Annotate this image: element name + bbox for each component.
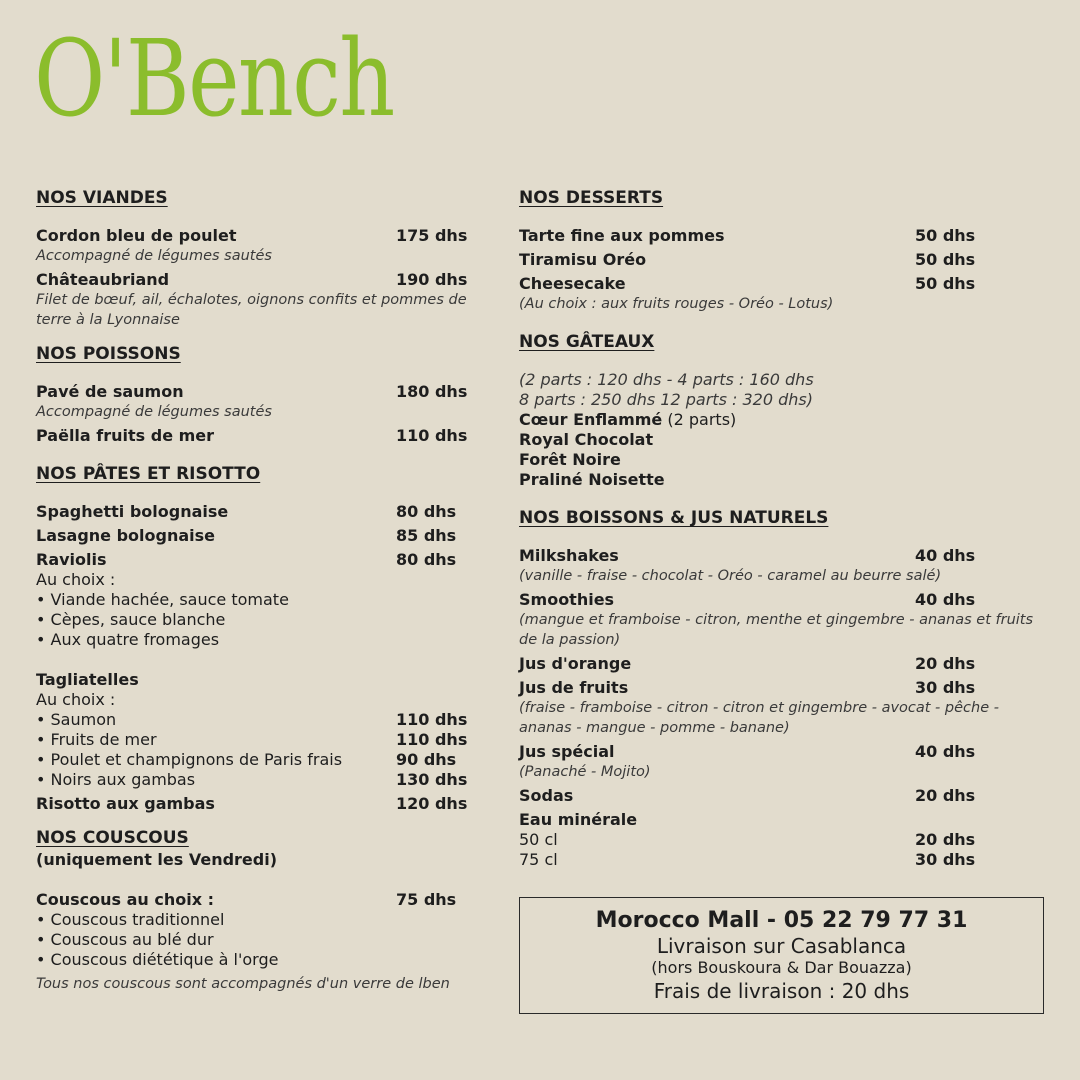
- right-column: [519, 186, 1044, 870]
- menu-item: Lasagne bolognaise 85 dhs: [36, 526, 457, 545]
- option-item: • Couscous diététique à l'orge: [36, 950, 279, 969]
- menu-item: Raviolis 80 dhs: [36, 550, 457, 569]
- item-name: Eau minérale: [519, 810, 638, 829]
- delivery-exclusions: (hors Bouskoura & Dar Bouazza): [651, 958, 912, 977]
- gateaux-prices: (2 parts : 120 dhs - 4 parts : 160 dhs: [519, 370, 814, 389]
- option-item: 75 cl 30 dhs: [519, 850, 976, 869]
- gateaux-prices: 8 parts : 250 dhs 12 parts : 320 dhs): [519, 390, 813, 409]
- menu-item: Smoothies 40 dhs: [519, 590, 976, 609]
- gateau-item: Praliné Noisette: [519, 470, 665, 489]
- item-description: (Panaché - Mojito): [519, 764, 651, 780]
- choice-label: Au choix :: [36, 570, 116, 589]
- menu-item: Cordon bleu de poulet 175 dhs: [36, 226, 468, 245]
- menu-item: Jus de fruits 30 dhs: [519, 678, 976, 697]
- menu-item: Tiramisu Oréo 50 dhs: [519, 250, 976, 269]
- gateau-item: Cœur Enflammé (2 parts): [519, 410, 737, 429]
- menu-item: Jus d'orange 20 dhs: [519, 654, 976, 673]
- delivery-area: Livraison sur Casablanca: [656, 934, 907, 958]
- brand-logo: O'Bench: [34, 17, 394, 140]
- contact-phone: Morocco Mall - 05 22 79 77 31: [595, 908, 968, 933]
- menu-item: Milkshakes 40 dhs: [519, 546, 976, 565]
- item-description: Accompagné de légumes sautés: [36, 248, 272, 264]
- menu-item: Pavé de saumon 180 dhs: [36, 382, 468, 401]
- couscous-note: Tous nos couscous sont accompagnés d'un verre de lben: [36, 976, 450, 992]
- menu-item: Sodas 20 dhs: [519, 786, 976, 805]
- menu-item: Risotto aux gambas 120 dhs: [36, 794, 468, 813]
- menu-item: Jus spécial 40 dhs: [519, 742, 976, 761]
- menu-item: Cheesecake 50 dhs: [519, 274, 976, 293]
- choice-label: Au choix :: [36, 690, 116, 709]
- option-item: • Poulet et champignons de Paris frais 90 dhs: [36, 750, 457, 769]
- section-subtitle: (uniquement les Vendredi): [36, 850, 278, 869]
- menu-item: Paëlla fruits de mer 110 dhs: [36, 426, 468, 445]
- option-item: • Aux quatre fromages: [36, 630, 220, 649]
- item-description: Accompagné de légumes sautés: [36, 404, 272, 420]
- section-title-boissons: NOS BOISSONS & JUS NATURELS: [519, 508, 829, 528]
- gateau-item: Forêt Noire: [519, 450, 621, 469]
- item-description: (fraise - framboise - citron - citron et gingembre - avocat - pêche - ananas - mangue - pomme - banane): [519, 700, 999, 736]
- section-title-couscous: NOS COUSCOUS: [36, 828, 189, 848]
- item-description: Filet de bœuf, ail, échalotes, oignons confits et pommes de terre à la Lyonnaise: [36, 292, 467, 328]
- section-title-pates: NOS PÂTES ET RISOTTO: [36, 464, 261, 484]
- item-name: Tagliatelles: [36, 670, 139, 689]
- menu-item: Tarte fine aux pommes 50 dhs: [519, 226, 976, 245]
- option-item: • Fruits de mer 110 dhs: [36, 730, 468, 749]
- delivery-fee: Frais de livraison : 20 dhs: [653, 979, 910, 1003]
- option-item: • Viande hachée, sauce tomate: [36, 590, 289, 609]
- section-title-poissons: NOS POISSONS: [36, 344, 181, 364]
- menu-item: Couscous au choix : 75 dhs: [36, 890, 457, 909]
- gateau-item: Royal Chocolat: [519, 430, 654, 449]
- section-title-gateaux: NOS GÂTEAUX: [519, 332, 655, 352]
- option-item: • Couscous traditionnel: [36, 910, 225, 929]
- option-item: • Couscous au blé dur: [36, 930, 214, 949]
- item-description: (Au choix : aux fruits rouges - Oréo - Lotus): [519, 296, 834, 312]
- option-item: 50 cl 20 dhs: [519, 830, 976, 849]
- menu-item: Châteaubriand 190 dhs: [36, 270, 468, 289]
- menu-item: Spaghetti bolognaise 80 dhs: [36, 502, 457, 521]
- item-description: (vanille - fraise - chocolat - Oréo - caramel au beurre salé): [519, 568, 942, 584]
- section-title-viandes: NOS VIANDES: [36, 188, 168, 208]
- section-title-desserts: NOS DESSERTS: [519, 188, 664, 208]
- delivery-info-box: [519, 897, 1044, 1014]
- option-item: • Cèpes, sauce blanche: [36, 610, 226, 629]
- item-description: (mangue et framboise - citron, menthe et gingembre - ananas et fruits de la passion): [519, 612, 1034, 648]
- option-item: • Saumon 110 dhs: [36, 710, 468, 729]
- left-column: [36, 186, 506, 994]
- option-item: • Noirs aux gambas 130 dhs: [36, 770, 468, 789]
